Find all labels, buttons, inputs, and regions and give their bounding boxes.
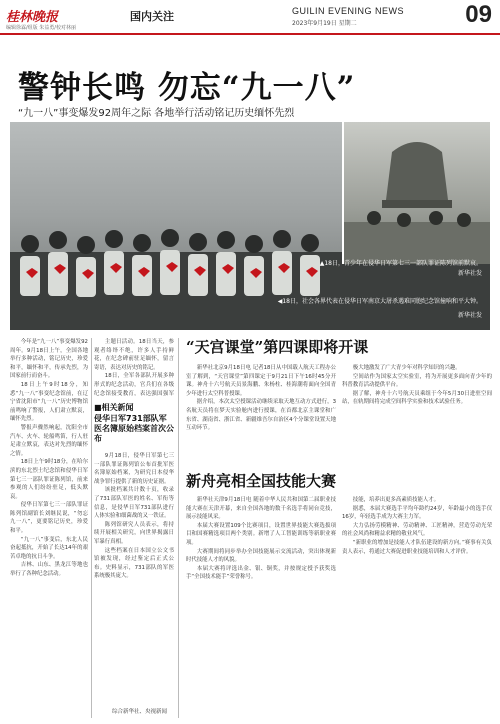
paragraph: 陈列馆研究人员表示，将持续开展相关研究，向世界揭露日军暴行真相。 <box>94 521 174 545</box>
photo-inset <box>342 122 490 264</box>
paragraph: “新职业的增加是技能人才队伍建设的新方向。”赛事有关负责人表示，将通过大赛促进职业技能培训和人才评价。 <box>342 539 492 555</box>
column-rule <box>178 338 179 718</box>
news-source-credit: 综合新华社、央视新闻 <box>112 709 168 715</box>
page-number: 09 <box>465 1 492 28</box>
paragraph: 吉林、山东、黑龙江等地也举行了各种纪念活动。 <box>10 562 88 578</box>
newspaper-logo: 桂林晚报 <box>6 10 59 25</box>
paragraph: 侵华日军第七三一部队罪证陈列馆副馆长刘继民说，“勿忘九一八”，更要铭记历史，珍爱和平。 <box>10 502 88 535</box>
paragraph: 该批档案共计数十页，收录了731部队军医的姓名、军衔等信息，是侵华日军731部队进行人体实验和细菌战的又一铁证。 <box>94 487 174 520</box>
bell-illustration <box>344 122 490 264</box>
issue-date: 2023年9月19日 星期二 <box>292 20 357 27</box>
paragraph: 据了解，神舟十六号航天员乘组于今年5月30日进驻空间站，在轨期间将完成空间科学实验和技术试验任务。 <box>342 390 492 406</box>
paragraph: 这些档案在日本国立公文书馆被发现，经过鉴定后正式公布。史料显示，731部队的军医系统极其庞大。 <box>94 547 174 580</box>
paragraph: 空间站作为国家太空实验室，将为开展更多面向青少年的科普教育活动提供平台。 <box>342 373 492 389</box>
middle-headline-2: 新舟亮相全国技能大赛 <box>186 472 337 490</box>
paragraph: 18日上午9时18分，知悉“九一八”事变纪念馆前，在辽宁省沈阳市“九一八”历史博物馆前鸣响了警报，人们肃立默哀，缅怀先烈。 <box>10 381 88 423</box>
paragraph: 据介绍，本次太空授课活动继续采取天地互动方式进行，3名航天员将在梦天实验舱内进行授课，在首都北京主课堂和广东省、湖南省、浙江省、新疆维吾尔自治区4个分课堂设置天地互动环节。 <box>186 399 336 432</box>
left-column-2-more <box>94 452 174 704</box>
english-title: GUILIN EVENING NEWS <box>292 6 405 16</box>
photo-caption-1-credit: 新华社发 <box>457 270 482 277</box>
main-headline: 警钟长鸣 勿忘“九一八” <box>18 70 356 106</box>
headline-deck: “九一八”事变爆发92周年之际 各地举行活动铭记历史缅怀先烈 <box>18 108 295 119</box>
masthead-rule <box>0 33 500 35</box>
related-news-headline-text: 侵华日军731部队军医名簿原始档案首次公布 <box>94 414 174 443</box>
news-photo <box>10 122 490 330</box>
paragraph: 警报声骤然响起，沈阳全市汽车、火车、轮船鸣笛，行人驻足肃立默哀，表达对先烈的缅怀之情。 <box>10 424 88 457</box>
paragraph: 本届大赛将评选出金、银、铜奖，并按规定授予获奖选手“全国技术能手”荣誉称号。 <box>186 565 336 581</box>
related-news-label: ■相关新闻 <box>94 403 134 412</box>
photo-caption-1: ▲18日，青少年在侵华日军第七三一部队罪证陈列馆前默哀。 <box>319 260 482 267</box>
paragraph: 18日上午9时18分，在哈尔滨的东北烈士纪念馆和侵华日军第七三一部队罪证陈列馆，前来参观的人们纷纷驻足，低头默哀。 <box>10 459 88 500</box>
paragraph: 本届大赛设置109个比赛项目，设置世界技能大赛选拔项目和国赛精选项目两个类别。新增了人工智能训练等新职业赛项。 <box>186 522 336 546</box>
paragraph: 新华社天津9月18日电 随着中华人民共和国第二届职业技能大赛在天津开幕，来自全国各地的数千名选手将同台竞技，展示技能风采。 <box>186 497 336 521</box>
paragraph: 新华社北京9月18日电 记者18日从中国载人航天工程办公室了解到，“天宫课堂”第四课定于9月21日下午16时45分开课。神舟十六号航天员景海鹏、朱杨柱、桂海潮将面向全国青少年进行太空科普授课。 <box>186 365 336 397</box>
section-name: 国内关注 <box>130 10 174 23</box>
photo-caption-2-credit: 新华社发 <box>457 312 482 319</box>
middle-column-3 <box>186 496 336 718</box>
paragraph: 9月18日，侵华日军第七三一部队罪证陈列馆公布首批军医名簿原始档案，为研究日本侵华战争罪行提供了新的历史证据。 <box>94 453 174 485</box>
paragraph: “九一八”事变后，东北人民奋起抵抗，开始了长达14年的艰苦卓绝的抗日斗争。 <box>10 536 88 560</box>
paragraph: 18日，全军各部队开展多种形式的纪念活动，官兵们在各级纪念馆接受教育，表达强国强军 <box>94 373 174 396</box>
masthead <box>0 0 500 40</box>
paragraph: 大力弘扬劳模精神、劳动精神、工匠精神，营造劳动光荣的社会风尚和精益求精的敬业风气。 <box>342 522 492 538</box>
photo-caption-2: ◀18日，社会各界代表在侵华日军南京大屠杀遇难同胞纪念馆撞响和平大钟。 <box>277 298 482 305</box>
middle-headline: “天宫课堂”第四课即将开课 <box>186 338 369 356</box>
paragraph: 极大地激发了广大青少年对科学知识的兴趣。 <box>352 365 461 371</box>
paragraph: 大赛期间将同步举办全国技能展示交流活动，突出体现新时代技能人才的风貌。 <box>186 548 336 564</box>
paragraph: 主题日活动。18日当天，参观者络绎不绝，许多人手持鲜花，在纪念碑前驻足缅怀，留言寄语，表达对历史的铭记。 <box>94 339 174 371</box>
related-news-headline <box>94 414 174 448</box>
left-column-1 <box>10 338 88 720</box>
middle-column-4 <box>342 496 492 718</box>
paragraph: 技能，培养出更多高素质技能人才。 <box>352 497 440 503</box>
middle-column-1 <box>186 364 336 464</box>
left-column-2 <box>94 338 174 396</box>
editor-credits: 编辑徐霖/组版 朱益勇/校对林丽 <box>6 25 76 31</box>
column-rule <box>91 338 92 718</box>
paragraph: 据悉，本届大赛选手平均年龄约24岁，年龄最小的选手仅16岁，年轻选手成为大赛主力军。 <box>342 505 492 521</box>
middle-column-2 <box>342 364 492 464</box>
paragraph: 今年是“九一八”事变爆发92周年。9月18日上午，全国各地举行多种活动，铭记历史，珍爱和平，缅怀和平，传承先烈，为国家前行而奋斗。 <box>10 339 88 380</box>
